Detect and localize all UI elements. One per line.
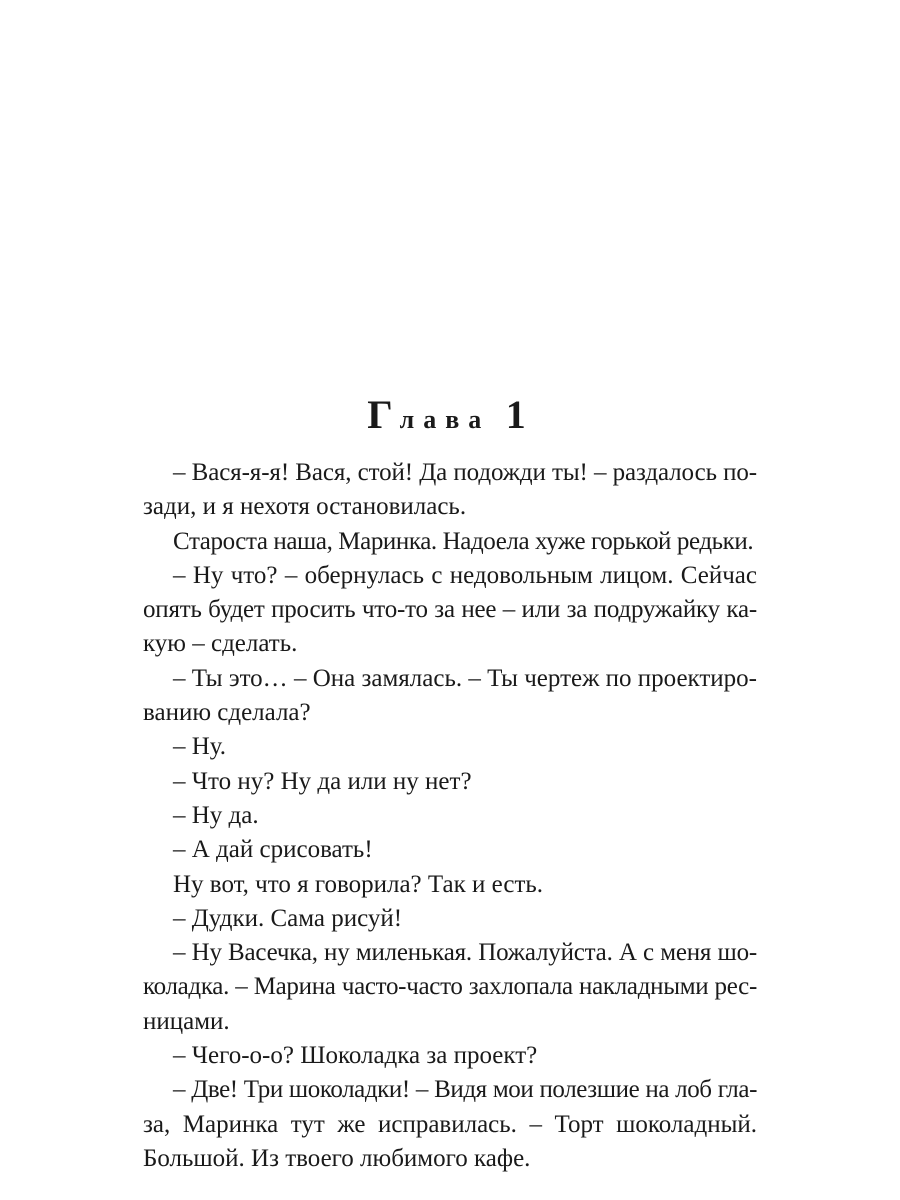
text-line: – Дудки. Сама рисуй! [173,904,403,932]
text-line: – Ну что? – обернулась с недовольным лицом. Сейчас [173,561,757,589]
text-line: Ну вот, что я говорила? Так и есть. [173,870,544,898]
text-line: коладка. – Марина часто-часто захлопала накладными рес- [143,973,757,1001]
text-line: ванию сделала? [143,699,311,727]
text-line: – Ты это… – Она замялась. – Ты чертеж по проектиро- [173,664,757,692]
text-line: – Что ну? Ну да или ну нет? [173,767,472,795]
text-line: Большой. Из твоего любимого кафе. [143,1144,531,1172]
text-line: – Чего-о-о? Шоколадка за проект? [173,1042,538,1070]
text-line: ницами. [143,1007,230,1035]
chapter-number: 1 [505,392,533,437]
text-line: – Ну. [173,733,227,761]
text-line: – Ну Васечка, ну миленькая. Пожалуйста. А с меня шо- [173,939,757,967]
text-line: – Ну да. [173,801,259,829]
chapter-text [143,456,757,1176]
text-line: опять будет просить что-то за нее – или за подружайку ка- [143,596,757,624]
chapter-title [0,393,900,442]
text-line: – Вася-я-я! Вася, стой! Да подожди ты! – раздалось по- [173,459,757,486]
chapter-title-word: лава [399,405,491,434]
text-line: – Две! Три шоколадки! – Видя мои полезшие на лоб гла- [173,1076,757,1104]
chapter-title-initial: Г [367,392,400,437]
text-line: Староста наша, Маринка. Надоела хуже горькой редьки. [173,527,754,555]
text-line: зади, и я нехотя остановилась. [143,493,467,521]
text-line: кую – сделать. [143,630,298,658]
text-line: за, Маринка тут же исправилась. – Торт шоколадный. [143,1110,757,1138]
text-line: – А дай срисовать! [173,836,373,864]
